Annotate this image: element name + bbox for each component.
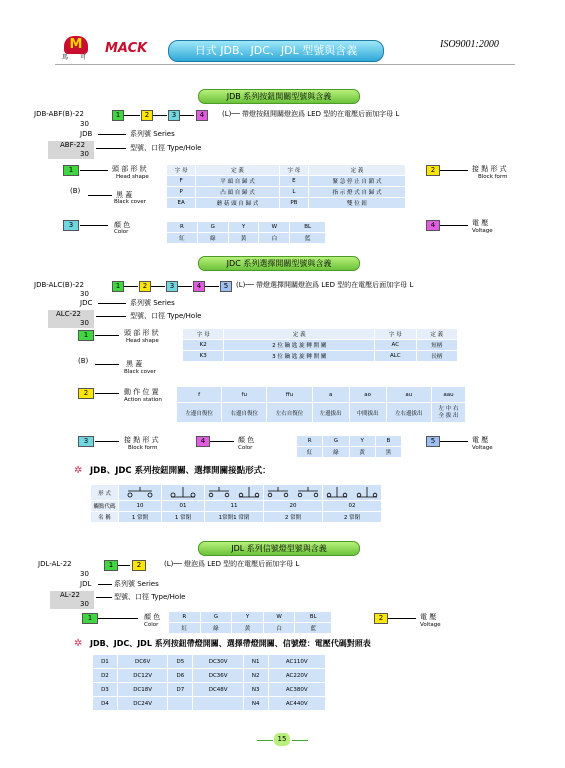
connector [153,115,167,116]
jdl-box-2: 2 [132,560,146,571]
cell: ALC [375,351,416,362]
cell: AC110V [268,655,325,669]
cell: 凸 頭 自 歸 式 [196,187,279,198]
cell: DC30V [193,655,244,669]
jdb-series-label: 系列號 Series [130,130,175,138]
cell: a [312,387,349,403]
connector [96,597,112,598]
cell [168,697,193,711]
jdc-contact-box: 3 [78,436,94,447]
cell: DC24V [117,697,168,711]
connector [80,225,108,226]
contact-symbol-02 [323,485,382,501]
cell: 2 常開 [264,512,323,523]
cell: B [375,436,401,447]
jdc-action-label: 動 作 位 置 [124,388,159,396]
jdc-type-code-text: ALC-22 [56,310,82,318]
connector [440,225,468,226]
logo-sub: 馬 可 [62,54,87,61]
jdc-contact-label: 接 點 形 式 [124,436,159,444]
cell: au [386,387,431,403]
jdb-box-1: 1 [112,110,124,121]
jdc-thirty: 30 [80,290,89,298]
jdc-voltage-box: 5 [426,436,440,447]
cell: 紅 [167,233,198,244]
cell: 綠 [200,623,232,634]
connector [98,584,112,585]
jdb-color-en: Color [114,229,129,235]
jdb-type-label: 型號、口徑 Type/Hole [130,144,202,152]
jdl-banner: JDL 系列信號燈型號與含義 [198,541,360,556]
jdc-box-1: 1 [112,281,124,292]
jdb-box-2: 2 [141,110,153,121]
jdc-box-4: 4 [193,281,205,292]
contact-symbol-20 [264,485,323,501]
jdb-head-box: 1 [63,165,79,176]
jdl-color-en: Color [144,622,159,628]
jdb-contact-en: Block form [478,174,508,180]
cell: Y [228,222,259,233]
cell: 中間拔出 [349,403,386,423]
cell: 定 義 [224,329,375,340]
jdb-model: JDB-ABF(B)-22 [34,110,84,118]
contact-table [90,484,382,523]
jdc-head-en: Head shape [126,338,159,344]
cell: 紅 [297,447,323,458]
jdb-type-code-30: 30 [80,150,89,158]
connector [88,195,112,196]
voltage-section-title: JDB、JDC、JDL 系列按鈕帶燈開關、選擇帶燈開關、信號燈：電壓代碼對照表 [90,639,371,648]
cell: BL [290,222,326,233]
cell: 指 示 燈 式 自 歸 式 [309,187,406,198]
cell: G [197,222,228,233]
connector [178,286,192,287]
connector [440,441,468,442]
cell: DC18V [117,683,168,697]
jdl-color-box: 1 [82,613,98,624]
jdl-voltage-en: Voltage [420,622,441,628]
cell: 長柄 [416,351,457,362]
cell: 名 稱 [91,512,119,523]
cell: 藍 [290,233,326,244]
jdc-black-en: Black cover [124,369,156,375]
cell: 1常開1 常閉 [205,512,264,523]
jdl-type-label: 型號、口徑 Type/Hole [114,593,186,601]
cell: P [167,187,196,198]
cell: DC6V [117,655,168,669]
cell: D1 [93,655,118,669]
jdc-series-code: JDC [80,299,93,307]
cell: D2 [93,669,118,683]
cell: 左邊自復位 [177,403,222,423]
connector [95,441,119,442]
cell: 1 常開 [119,512,162,523]
cell: 形 式 [91,485,119,501]
cell: F [167,176,196,187]
jdc-action-table [176,386,466,423]
connector [205,286,219,287]
jdb-l-note: (L)── 帶燈按鈕開關燈泡爲 LED 型的在電壓后面加字母 L [222,110,400,118]
cell: 2 常閉 [323,512,382,523]
cell: 字 母 [375,329,416,340]
jdl-type-code-30: 30 [80,600,89,608]
logo [60,36,98,62]
jdc-color-label: 顏 色 [238,436,255,444]
cell: 2 位 鑰 匙 旋 轉 開 關 [224,340,375,351]
jdl-color-label: 顏 色 [144,613,161,621]
jdc-voltage-en: Voltage [472,445,493,451]
cell: 綠 [197,233,228,244]
connector [124,115,140,116]
cell: 左右自復位 [267,403,312,423]
header-rule [55,64,515,65]
cell: 右邊自復位 [222,403,267,423]
cell: 左邊拔出 [312,403,349,423]
cell: 緊 急 停 止 自 鎖 式 [309,176,406,187]
jdb-banner: JDB 系列按鈕開關型號與含義 [198,89,360,104]
jdc-black-label: 黑 蓋 [126,360,143,368]
page-title: 日式 JDB、JDC、JDL 型號與含義 [168,40,384,62]
connector [210,441,234,442]
jdc-contact-en: Block form [128,445,158,451]
jdl-type-code-text: AL-22 [60,591,80,599]
jdl-color-table [168,611,332,634]
jdl-series-label: 系列號 Series [114,580,159,588]
cell: E [279,176,308,187]
cell: 11 [205,501,264,512]
jdc-color-box: 4 [196,436,210,447]
jdc-box-5: 5 [220,281,232,292]
cell: Y [232,612,264,623]
jdb-black-en: Black cover [114,199,146,205]
cell: 3 位 鑰 匙 旋 轉 開 關 [224,351,375,362]
jdl-l-note: (L)── 燈泡爲 LED 型的在電壓后面加字母 L [164,560,300,568]
connector [98,134,126,135]
cell: PB [279,198,308,209]
cell: AC380V [268,683,325,697]
jdc-type-code-30: 30 [80,319,89,327]
cell: 定 義 [309,165,406,176]
jdb-black-label: 黑 蓋 [116,191,133,199]
cell: ffu [267,387,312,403]
jdc-b-code: (B) [78,357,89,365]
jdb-color-table [166,221,326,244]
cell: D3 [93,683,118,697]
cell: 蘑 菇 頭 自 歸 式 [196,198,279,209]
footer-rule-right [292,740,308,741]
cell: D5 [168,655,193,669]
jdc-head-label: 頭 部 形 狀 [124,329,159,337]
gear-icon: ✲ [74,638,83,649]
contact-symbol-01 [162,485,205,501]
cell: DC12V [117,669,168,683]
cell: 觸點代碼 [91,501,119,512]
cell: 綠 [323,447,349,458]
jdc-box-3: 3 [166,281,178,292]
cell: 短柄 [416,340,457,351]
cell: 1 常閉 [162,512,205,523]
cell: 黃 [349,447,375,458]
cert-label: ISO9001:2000 [440,39,499,50]
contact-symbol-11 [205,485,264,501]
jdb-voltage-box: 4 [426,220,440,231]
contact-section-title: JDB、JDC 系列按鈕開關、選擇開關接點形式： [90,466,271,476]
cell: 定 義 [196,165,279,176]
cell: 10 [119,501,162,512]
cell: 黑 [375,447,401,458]
cell: 藍 [295,623,332,634]
jdc-banner: JDC 系列選擇開關型號與含義 [198,256,360,271]
jdc-type-label: 型號、口徑 Type/Hole [130,312,202,320]
connector [118,565,130,566]
jdb-head-table [166,164,406,209]
cell: DC36V [193,669,244,683]
cell: R [167,222,198,233]
connector [80,170,108,171]
cell: N2 [243,669,268,683]
jdc-head-table [182,328,458,362]
jdb-type-code-text: ABF-22 [60,141,86,149]
jdl-series-code: JDL [80,580,92,588]
jdl-thirty: 30 [80,570,89,578]
connector [95,335,119,336]
cell: W [263,612,295,623]
cell: W [259,222,290,233]
jdb-box-3: 3 [168,110,180,121]
jdb-thirty: 30 [80,120,89,128]
jdl-voltage-box: 2 [374,613,388,624]
cell: AC [375,340,416,351]
cell: 字 母 [279,165,308,176]
cell: D6 [168,669,193,683]
jdc-l-note: (L)── 帶燈選擇開關燈泡爲 LED 型的在電壓后面加字母 L [236,281,414,289]
gear-icon: ✲ [74,465,83,476]
cell: AC220V [268,669,325,683]
cell: 定 義 [416,329,457,340]
jdc-action-box: 2 [78,388,94,399]
jdl-voltage-label: 電 壓 [420,613,437,621]
cell: DC48V [193,683,244,697]
jdc-head-box: 1 [78,330,94,341]
cell: 02 [323,501,382,512]
jdl-model: JDL-AL-22 [38,560,72,568]
cell: 01 [162,501,205,512]
connector [124,286,138,287]
cell [193,697,244,711]
connector [440,170,468,171]
cell: 字 母 [183,329,224,340]
jdl-box-1: 1 [104,560,118,571]
voltage-table [92,654,326,711]
jdc-color-en: Color [238,445,253,451]
cell: 左 中 右 全 拔 出 [431,403,465,423]
footer-rule-left [257,740,273,741]
jdc-color-table [296,435,402,458]
cell: N4 [243,697,268,711]
cell: BL [295,612,332,623]
jdb-head-label: 頭 部 形 狀 [112,165,147,173]
connector [388,618,416,619]
cell: AC440V [268,697,325,711]
cell: 平 頭 自 歸 式 [196,176,279,187]
connector [96,316,126,317]
cell: N1 [243,655,268,669]
cell: f [177,387,222,403]
jdc-box-2: 2 [139,281,151,292]
jdb-contact-label: 接 點 形 式 [472,165,507,173]
jdb-color-box: 3 [63,220,79,231]
cell: ao [349,387,386,403]
cell: N3 [243,683,268,697]
cell: G [323,436,349,447]
cell: fu [222,387,267,403]
cell: R [297,436,323,447]
cell: 白 [259,233,290,244]
cell: 字 母 [167,165,196,176]
jdc-action-en: Action station [124,397,162,403]
jdb-series-code: JDB [80,130,93,138]
cell: K2 [183,340,224,351]
cell: 白 [263,623,295,634]
jdb-box-4: 4 [196,110,208,121]
connector [95,393,119,394]
connector [151,286,165,287]
logo-mark: M [64,36,88,54]
jdb-head-en: Head shape [116,174,149,180]
cell: 黃 [228,233,259,244]
cell: Y [349,436,375,447]
cell: D4 [93,697,118,711]
cell: D7 [168,683,193,697]
cell: L [279,187,308,198]
jdb-color-label: 顏 色 [114,221,131,229]
connector [98,303,126,304]
brand-name: MACK [105,41,148,56]
jdc-voltage-label: 電 壓 [472,436,489,444]
cell: 雙 位 鈕 [309,198,406,209]
cell: EA [167,198,196,209]
cell: K3 [183,351,224,362]
jdc-model: JDB-ALC(B)-22 [34,281,84,289]
page-number: 15 [274,733,290,746]
jdc-series-label: 系列號 Series [130,299,175,307]
jdb-voltage-en: Voltage [472,228,493,234]
cell: 紅 [169,623,201,634]
jdb-voltage-label: 電 壓 [472,219,489,227]
cell: 黃 [232,623,264,634]
jdb-b-code: (B) [70,187,81,195]
connector [96,148,126,149]
connector [180,115,194,116]
cell: 20 [264,501,323,512]
cell: G [200,612,232,623]
jdb-contact-box: 2 [426,165,440,176]
connector [95,364,119,365]
contact-symbol-10 [119,485,162,501]
cell: R [169,612,201,623]
cell: 左右邊拔出 [386,403,431,423]
cell: aau [431,387,465,403]
connector [98,618,138,619]
